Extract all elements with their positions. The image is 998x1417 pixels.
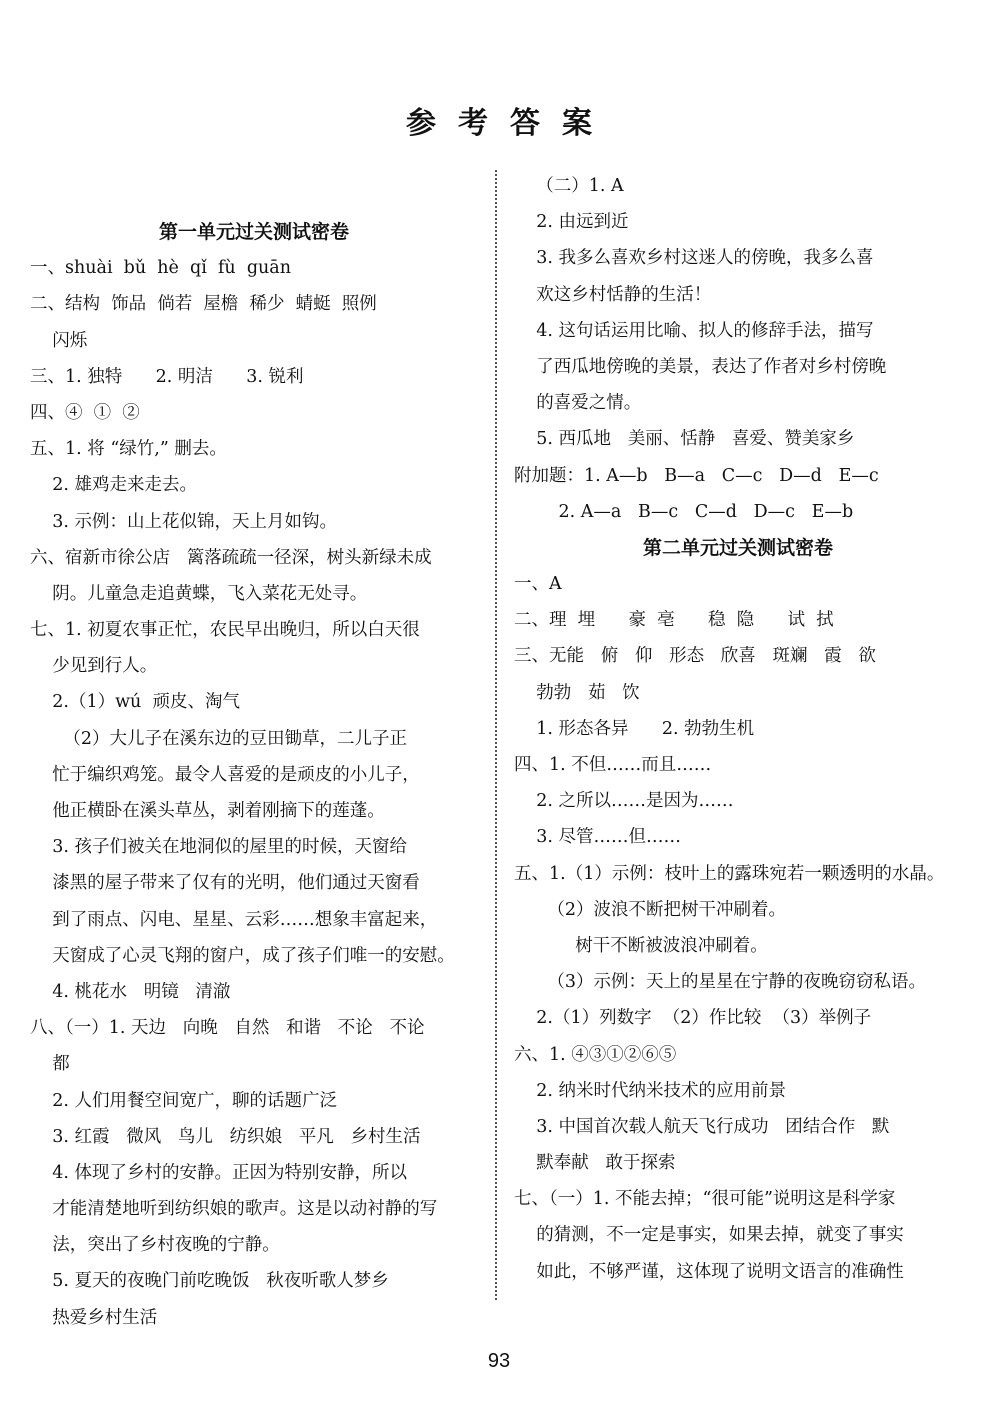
answer-line: （3）示例：天上的星星在宁静的夜晚窃窃私语。 [514,972,927,993]
answer-line: 阴。儿童急走追黄蝶，飞入菜花无处寻。 [30,583,368,604]
answer-line: 了西瓜地傍晚的美景，表达了作者对乡村傍晚 [514,356,887,377]
answer-line: 四、1. 不但……而且…… [514,755,712,775]
answer-line: 4. 桃花水 明镜 清澈 [30,981,231,1002]
answer-line: 3. 尽管……但…… [514,827,682,848]
answer-line: 三、无能 俯 仰 形态 欣喜 斑斓 霞 欲 [514,646,876,667]
right-column [514,168,962,1290]
answer-line: 漆黑的屋子带来了仅有的光明，他们通过天窗看 [30,873,420,894]
answer-line: 4. 这句话运用比喻、拟人的修辞手法，描写 [514,320,874,341]
answer-line: 八、（一）1. 天边 向晚 自然 和谐 不论 不论 [30,1018,425,1039]
answer-line: （2）大儿子在溪东边的豆田锄草，二儿子正 [30,728,408,749]
section-title-unit-1: 第一单元过关测试密卷 [158,221,349,243]
answer-line: 2.（1）列数字 （2）作比较 （3）举例子 [514,1008,872,1029]
answer-line: 三、1. 独特 2. 明洁 3. 锐利 [30,366,304,387]
answer-line: 二、理 埋 豪 亳 稳 隐 试 拭 [514,610,834,631]
answer-line: 六、宿新市徐公店 篱落疏疏一径深，树头新绿未成 [30,547,432,568]
answer-line: 2. A—a B—c C—d D—c E—b [514,501,854,522]
answer-line: 2. 由远到近 [514,212,629,233]
answer-line: 热爱乡村生活 [30,1307,158,1328]
answer-line: 五、1. 将 “绿竹,” 删去。 [30,439,227,460]
answer-line: 4. 体现了乡村的安静。正因为特别安静，所以 [30,1162,408,1183]
answer-line: 五、1.（1）示例：枝叶上的露珠宛若一颗透明的水晶。 [514,863,945,884]
answer-line: 才能清楚地听到纺织娘的歌声。这是以动衬静的写 [30,1199,438,1220]
answer-line: 到了雨点、闪电、星星、云彩……想象丰富起来， [30,909,438,930]
right-answer-lines-top [514,168,962,530]
answer-line: （二）1. A [514,176,624,196]
answer-line: 3. 孩子们被关在地洞似的屋里的时候，天窗给 [30,837,408,858]
answer-line: 一、A [514,574,562,595]
answer-line: 2. 雄鸡走来走去。 [30,475,198,496]
answer-line: 都 [30,1054,70,1075]
answer-line: 四、④ ① ② [30,402,140,423]
answer-line: 2.（1）wú 顽皮、淘气 [30,692,240,713]
answer-line: 默奉献 敢于探索 [514,1153,676,1174]
answer-line: （2）波浪不断把树干冲刷着。 [514,899,787,920]
answer-line: 5. 夏天的夜晚门前吃晚饭 秋夜听歌人梦乡 [30,1271,389,1292]
answer-line: 欢这乡村恬静的生活！ [514,284,712,305]
answer-line: 七、1. 初夏农事正忙，农民早出晚归，所以白天很 [30,620,420,641]
answer-line: 树干不断被波浪冲刷着。 [514,935,768,956]
answer-line: 3. 红霞 微风 鸟儿 纺织娘 平凡 乡村生活 [30,1126,421,1147]
answer-line: 如此，不够严谨，这体现了说明文语言的准确性 [514,1261,904,1282]
answer-line: 2. 人们用餐空间宽广，聊的话题广泛 [30,1090,338,1111]
answer-line: 1. 形态各异 2. 勃勃生机 [514,718,755,739]
column-divider [495,170,497,1300]
page-number: 93 [487,1350,511,1372]
answer-line: 闪烁 [30,330,88,351]
answer-line: 2. 纳米时代纳米技术的应用前景 [514,1080,787,1101]
answer-line: 3. 示例：山上花似锦，天上月如钩。 [30,511,338,532]
page-title: 参考答案 [406,106,614,141]
answer-line: 3. 我多么喜欢乡村这迷人的傍晚，我多么喜 [514,248,874,269]
left-column [30,214,478,1336]
answer-line: 3. 中国首次载人航天飞行成功 团结合作 默 [514,1116,890,1137]
answer-line: 一、shuài bǔ hè qǐ fù guān [30,258,292,279]
answer-line: 六、1. ④③①②⑥⑤ [514,1044,677,1065]
right-answer-lines-bottom [514,566,962,1290]
left-answer-lines [30,250,478,1336]
answer-line: 二、结构 饰品 倘若 屋檐 稀少 蜻蜓 照例 [30,294,377,315]
answer-line: 附加题：1. A—b B—a C—c D—d E—c [514,465,879,486]
answer-line: 法，突出了乡村夜晚的宁静。 [30,1235,280,1256]
answer-line: 忙于编织鸡笼。最令人喜爱的是顽皮的小儿子， [30,764,420,785]
answer-line: 的猜测，不一定是事实，如果去掉，就变了事实 [514,1225,904,1246]
answer-line: 天窗成了心灵飞翔的窗户，成了孩子们唯一的安慰。 [30,945,455,966]
answer-line: 的喜爱之情。 [514,393,642,414]
answer-line: 5. 西瓜地 美丽、恬静 喜爱、赞美家乡 [514,429,855,450]
answer-line: 少见到行人。 [30,656,158,677]
answer-line: 他正横卧在溪头草丛，剥着刚摘下的莲蓬。 [30,801,385,821]
answer-line: 七、（一）1. 不能去掉；“很可能”说明这是科学家 [514,1189,896,1210]
answer-line: 勃勃 茹 饮 [514,682,640,703]
answer-line: 2. 之所以……是因为…… [514,791,734,812]
section-title-unit-2: 第二单元过关测试密卷 [642,536,833,559]
